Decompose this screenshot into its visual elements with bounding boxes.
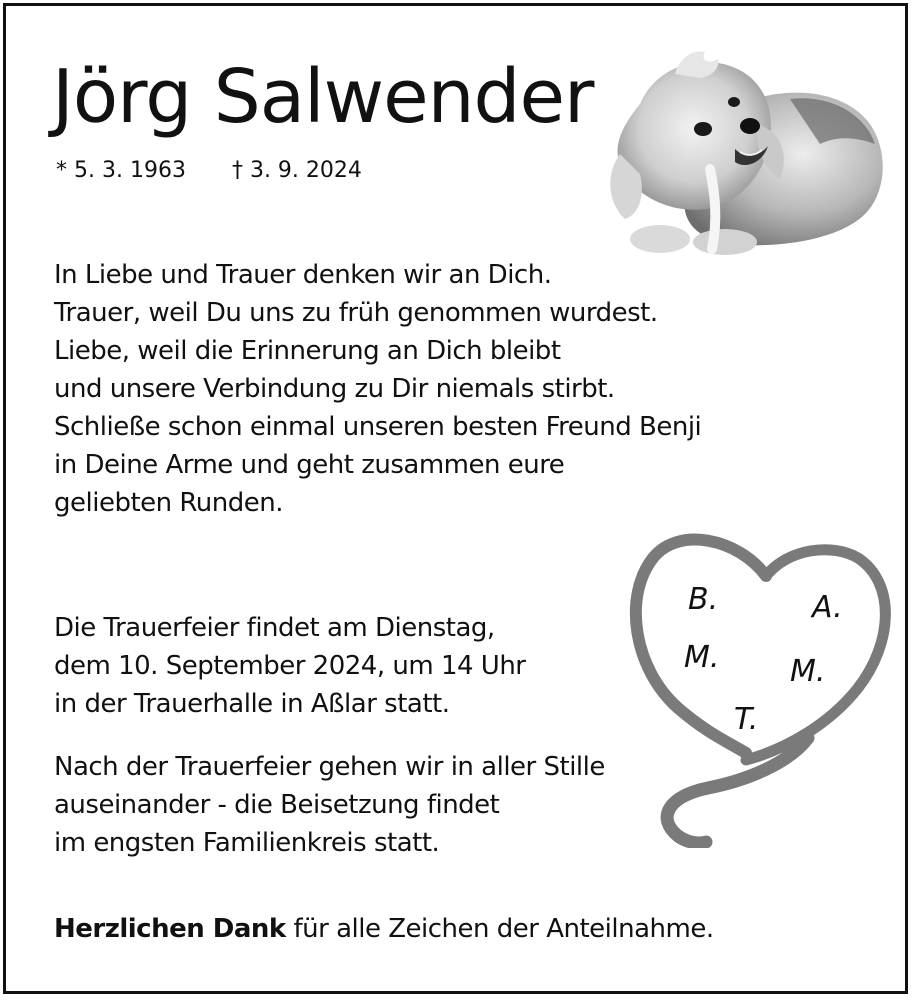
poem-line: Liebe, weil die Erinnerung an Dich bleibt	[54, 336, 561, 366]
death-date: † 3. 9. 2024	[231, 158, 362, 183]
service-line: Die Trauerfeier findet am Dienstag,	[54, 613, 495, 643]
poem-line: Schließe schon einmal unseren besten Freund Benji	[54, 412, 702, 442]
heart-initial: M.	[790, 654, 826, 689]
thanks-rest: für alle Zeichen der Anteilnahme.	[285, 914, 714, 944]
after-service-info	[54, 748, 605, 862]
birth-date: * 5. 3. 1963	[56, 158, 186, 183]
heart-drawing	[618, 528, 898, 848]
deceased-name: Jörg Salwender	[52, 54, 594, 140]
after-line: Nach der Trauerfeier gehen wir in aller Stille	[54, 752, 605, 782]
poem-line: in Deine Arme und geht zusammen eure	[54, 450, 565, 480]
poem	[54, 256, 701, 522]
service-line: in der Trauerhalle in Aßlar statt.	[54, 689, 450, 719]
poem-line: Trauer, weil Du uns zu früh genommen wurdest.	[54, 298, 658, 328]
dog-photo	[600, 44, 890, 264]
heart-initial: T.	[734, 702, 759, 737]
after-line: auseinander - die Beisetzung findet	[54, 790, 500, 820]
poem-line: In Liebe und Trauer denken wir an Dich.	[54, 260, 552, 290]
service-line: dem 10. September 2024, um 14 Uhr	[54, 651, 526, 681]
after-line: im engsten Familienkreis statt.	[54, 828, 440, 858]
poem-line: geliebten Runden.	[54, 488, 283, 518]
poem-line: und unsere Verbindung zu Dir niemals stirbt.	[54, 374, 615, 404]
heart-initial: M.	[684, 640, 720, 675]
funeral-service-info	[54, 609, 526, 723]
thanks-bold: Herzlichen Dank	[54, 914, 286, 944]
life-dates	[56, 158, 362, 183]
thanks-line	[54, 910, 714, 948]
heart-initial: B.	[688, 582, 719, 617]
heart-initial: A.	[812, 590, 843, 625]
